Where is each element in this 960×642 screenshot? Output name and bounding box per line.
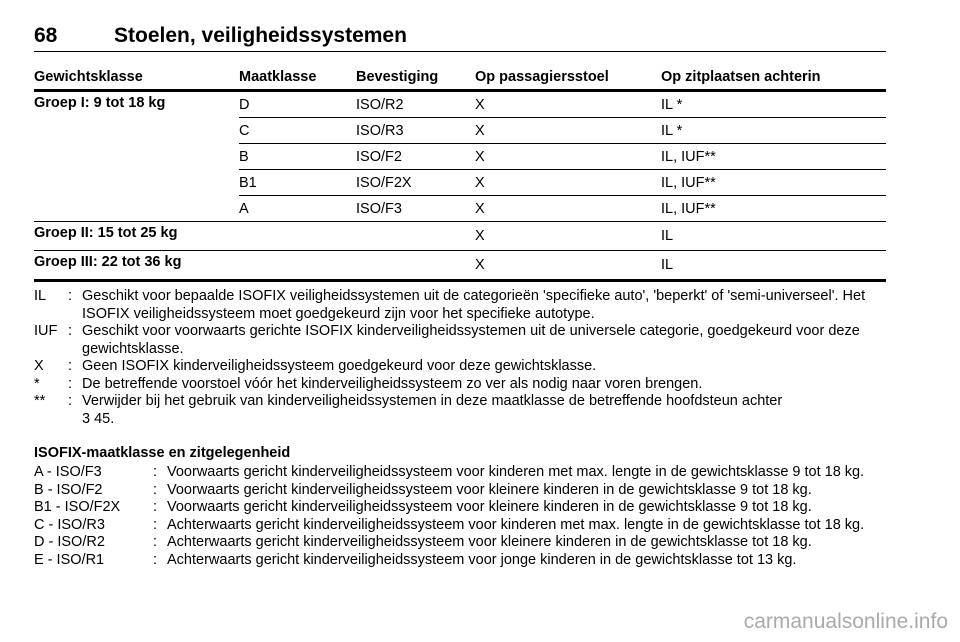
table-cell: ISO/F2 [356, 144, 475, 170]
table-cell: X [475, 118, 661, 144]
page-title: Stoelen, veiligheidssystemen [114, 24, 407, 47]
table-cell: IL * [661, 91, 886, 118]
legend-text-body: Verwijder bij het gebruik van kinderveiligheidssystemen in deze maatklasse de betreffende hoofdsteun achter [82, 393, 783, 409]
table-cell: ISO/R3 [356, 118, 475, 144]
legend-key: * [34, 375, 40, 392]
table-cell: A [239, 196, 356, 222]
size-class-text: Achterwaarts gericht kinderveiligheidssysteem voor jonge kinderen in de gewichtsklasse tot 13 kg. [167, 551, 797, 568]
table-cell: IL, IUF** [661, 144, 886, 170]
table-cell: ISO/R2 [356, 91, 475, 118]
table-cell: X [475, 91, 661, 118]
legend-item [34, 288, 894, 323]
column-header: Op zitplaatsen achterin [661, 65, 886, 91]
size-classes-list [34, 464, 890, 569]
table-cell: ISO/F3 [356, 196, 475, 222]
column-header: Maatklasse [239, 65, 356, 91]
page-reference-link[interactable]: 3 45. [82, 410, 115, 427]
legend-text: Geschikt voor voorwaarts gerichte ISOFIX kinderveiligheidssystemen uit de universele categorie, goedgekeurd voor deze gewichtsklasse. [82, 323, 860, 357]
table-cell: IL * [661, 118, 886, 144]
table-cell: IL [661, 251, 886, 281]
size-class-key: B - ISO/F2 [34, 481, 103, 498]
group-cell: Groep I: 9 tot 18 kg [34, 91, 239, 222]
legend-colon: : [68, 323, 73, 339]
table-cell: X [475, 170, 661, 196]
legend-text: De betreffende voorstoel vóór het kinderveiligheidssysteem zo ver als nodig naar voren brengen. [82, 375, 703, 392]
group-cell: Groep II: 15 tot 25 kg [34, 222, 239, 251]
table-row [34, 222, 886, 251]
legend-colon: : [68, 375, 73, 392]
watermark: carmanualsonline.info [743, 610, 948, 633]
size-class-key: B1 - ISO/F2X [34, 499, 121, 515]
table-cell: X [475, 196, 661, 222]
size-class-text: Voorwaarts gericht kinderveiligheidssysteem voor kinderen met max. lengte in de gewichtsklasse 9 tot 18 kg. [167, 464, 865, 480]
size-class-colon: : [153, 464, 158, 480]
size-classes-heading: ISOFIX-maatklasse en zitgelegenheid [34, 445, 291, 461]
list-item [34, 499, 890, 517]
legend-text [82, 393, 894, 428]
size-class-colon: : [153, 516, 158, 533]
page-number: 68 [34, 24, 58, 47]
table-row [34, 91, 886, 118]
column-header: Bevestiging [356, 65, 475, 91]
legend-item [34, 376, 894, 394]
table-cell: C [239, 118, 356, 144]
legend-colon: : [68, 288, 73, 304]
legend-text: Geschikt voor bepaalde ISOFIX veiligheidssystemen uit de categorieën 'specifieke auto', 'beperkt' of 'semi-universeel'. Het ISOFIX veiligheidssysteem moet goedgekeurd zijn voor het specifieke autotype. [82, 288, 866, 322]
table-cell: IL, IUF** [661, 196, 886, 222]
list-item [34, 482, 890, 500]
table-cell [356, 251, 475, 281]
table-header-row [34, 65, 886, 91]
legend-colon: : [68, 393, 73, 409]
table-cell: X [475, 222, 661, 251]
legend-item [34, 358, 894, 376]
size-class-colon: : [153, 551, 158, 568]
table-cell: D [239, 91, 356, 118]
legend [34, 288, 894, 428]
table-cell: X [475, 144, 661, 170]
legend-item [34, 393, 894, 428]
page-header [34, 18, 886, 52]
size-class-colon: : [153, 481, 158, 498]
table-cell: B1 [239, 170, 356, 196]
table-row [34, 251, 886, 281]
legend-text: Geen ISOFIX kinderveiligheidssysteem goedgekeurd voor deze gewichtsklasse. [82, 358, 597, 374]
list-item [34, 534, 890, 552]
size-class-text: Voorwaarts gericht kinderveiligheidssysteem voor kleinere kinderen in de gewichtsklasse 9 tot 18 kg. [167, 481, 812, 498]
table-cell: X [475, 251, 661, 281]
legend-colon: : [68, 358, 73, 374]
isofix-table [34, 65, 886, 282]
table-cell [356, 222, 475, 251]
table-cell: ISO/F2X [356, 170, 475, 196]
size-class-colon: : [153, 499, 158, 515]
group-cell: Groep III: 22 tot 36 kg [34, 251, 239, 281]
size-class-colon: : [153, 534, 158, 550]
size-class-text: Voorwaarts gericht kinderveiligheidssysteem voor kleinere kinderen in de gewichtsklasse 9 tot 18 kg. [167, 499, 812, 515]
column-header: Op passagiersstoel [475, 65, 661, 91]
table-cell [239, 222, 356, 251]
legend-key: X [34, 358, 44, 374]
table-cell: IL, IUF** [661, 170, 886, 196]
size-class-key: D - ISO/R2 [34, 534, 105, 550]
column-header: Gewichtsklasse [34, 65, 239, 91]
list-item [34, 517, 890, 535]
list-item [34, 464, 890, 482]
size-class-text: Achterwaarts gericht kinderveiligheidssysteem voor kleinere kinderen in de gewichtsklasse tot 18 kg. [167, 534, 812, 550]
table-cell: B [239, 144, 356, 170]
size-class-key: E - ISO/R1 [34, 551, 105, 568]
legend-key: ** [34, 393, 46, 409]
table-cell [239, 251, 356, 281]
size-class-key: C - ISO/R3 [34, 516, 105, 533]
size-class-key: A - ISO/F3 [34, 464, 102, 480]
legend-key: IL [34, 288, 47, 304]
legend-key: IUF [34, 323, 58, 339]
size-class-text: Achterwaarts gericht kinderveiligheidssysteem voor kinderen met max. lengte in de gewichtsklasse tot 18 kg. [167, 516, 865, 533]
list-item [34, 552, 890, 570]
legend-item [34, 323, 894, 358]
table-cell: IL [661, 222, 886, 251]
